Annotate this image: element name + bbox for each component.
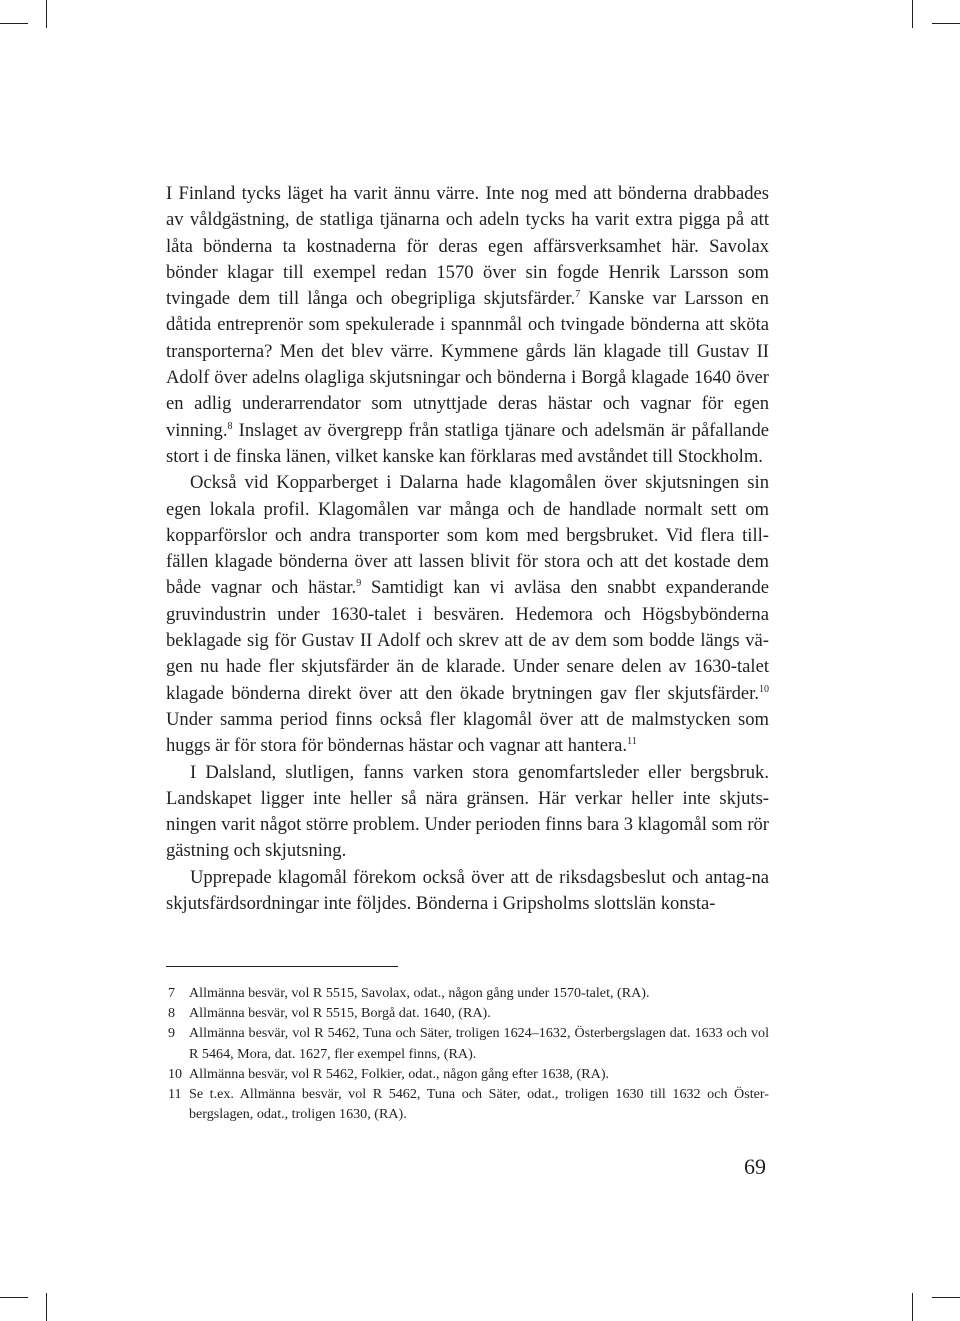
footnote-number: 10: [168, 1065, 183, 1082]
footnote-divider: [166, 966, 398, 967]
footnote-reference: 8: [227, 420, 233, 432]
footnote-text: Allmänna besvär, vol R 5462, Tuna och Säter, troligen 1624–1632, Österbergslagen dat. 1633: [189, 1025, 723, 1042]
footnote: [166, 1064, 769, 1084]
footnote-number: 8: [168, 1005, 176, 1022]
crop-mark: [932, 1297, 960, 1298]
footnote-text: Se t.ex. Allmänna besvär, vol R 5462, Tuna och Säter, odat., troligen 1630 till 1632 och Öster-: [189, 1086, 769, 1103]
footnote-text: och vol R 5464, Mora, dat. 1627, fler exempel finns, (RA).: [189, 1025, 769, 1062]
paragraph: I Dalsland, slutligen, fanns varken stora genomfartsleder eller bergsbruk. Landskapet ligger inte heller så nära gränsen. Här verkar heller inte skjuts-ningen varit något större problem. Under perioden finns bara 3 klagomål som rör gästning och skjutsning.: [166, 761, 769, 862]
footnote-text: Allmänna besvär, vol R 5515, Borgå dat. 1640, (RA).: [189, 1005, 491, 1022]
footnote-reference: 7: [575, 289, 581, 301]
footnote-number: 7: [168, 985, 176, 1001]
footnote-reference: 9: [356, 578, 362, 590]
footnote-text: Allmänna besvär, vol R 5515, Savolax, odat., någon gång under 1570-talet, (RA).: [189, 985, 650, 1001]
footnote-number: 9: [168, 1025, 176, 1042]
crop-mark: [0, 1297, 28, 1298]
crop-mark: [912, 1293, 913, 1321]
crop-mark: [912, 0, 913, 28]
footnotes: [166, 983, 769, 1124]
footnote-reference: 11: [627, 736, 637, 748]
footnote-reference: 10: [759, 683, 769, 695]
footnote-text: bergslagen, odat., troligen 1630, (RA).: [189, 1106, 407, 1123]
paragraph: Upprepade klagomål förekom också över att de riksdagsbeslut och antag-na skjutsfärdsordningar inte följdes. Bönderna i Gripsholms slottslän konsta-: [166, 866, 769, 915]
paragraph: Också vid Kopparberget i Dalarna hade klagomålen över skjutsningen sin egen lokala profil. Klagomålen var många och de handlade normalt sett om kopparförslor och andra transporter som kom med bergsbruket. Vid flera till-fällen klagade bönderna över att lassen blivit för stora och att det kostade dem både vagnar och hästar.$^9$ Samtidigt kan vi avläsa den snabbt expanderande gruvindustrin under 1630-talet i besvären. Hedemora och Högsbybönderna beklagade sig för Gustav II Adolf och skrev att de av dem som bodde längs vä-gen nu hade fler skjutsfärder än de klarade. Under senare delen av 1630-talet klagade bönderna direkt över att den ökade brytningen gav fler skjutsfärder.$^{10}$ Under samma period finns också fler klagomål över att de malmstycken som huggs är för stora för böndernas hästar och vagnar att hantera.$^{11}$: [166, 472, 770, 757]
paragraph: I Finland tycks läget ha varit ännu värre. Inte nog med att bönderna drabbades av våldgästning, de statliga tjänarna och adeln tycks ha varit extra pigga på att låta bönderna ta kostnaderna för deras egen affärsverksamhet här. Savolax bönder klagar till exempel redan 1570 över sin fogde Henrik Larsson som tvingade dem till långa och obegripliga skjutsfärder.$^7$ Kanske var Larsson en dåtida entreprenör som spekulerade i spannmål och tvingade bönderna att sköta transporterna? Men det blev värre. Kymmene gårds län klagade till Gustav II Adolf över adelns olagliga skjutsningar och bönderna i Borgå klagade 1640 över en adlig underarrendator som utnyttjade deras hästar och vagnar för egen vinning.$^8$ Inslaget av övergrepp från statliga tjänare och adelsmän är påfallande stort i de finska länen, vilket kanske kan förklaras med avståndet till Stockholm.: [166, 183, 770, 467]
crop-mark: [932, 23, 960, 24]
footnote-text: Allmänna besvär, vol R 5462, Folkier, odat., någon gång efter 1638, (RA).: [189, 1065, 610, 1082]
crop-mark: [46, 1293, 47, 1321]
crop-mark: [0, 23, 28, 24]
footnote-number: 11: [168, 1086, 182, 1103]
page-number: 69: [744, 1154, 766, 1179]
footnote: [166, 1084, 769, 1124]
footnote: [166, 1003, 769, 1023]
footnote: [166, 983, 769, 1003]
crop-mark: [46, 0, 47, 28]
body-text: [166, 181, 769, 917]
footnote: [166, 1023, 769, 1063]
